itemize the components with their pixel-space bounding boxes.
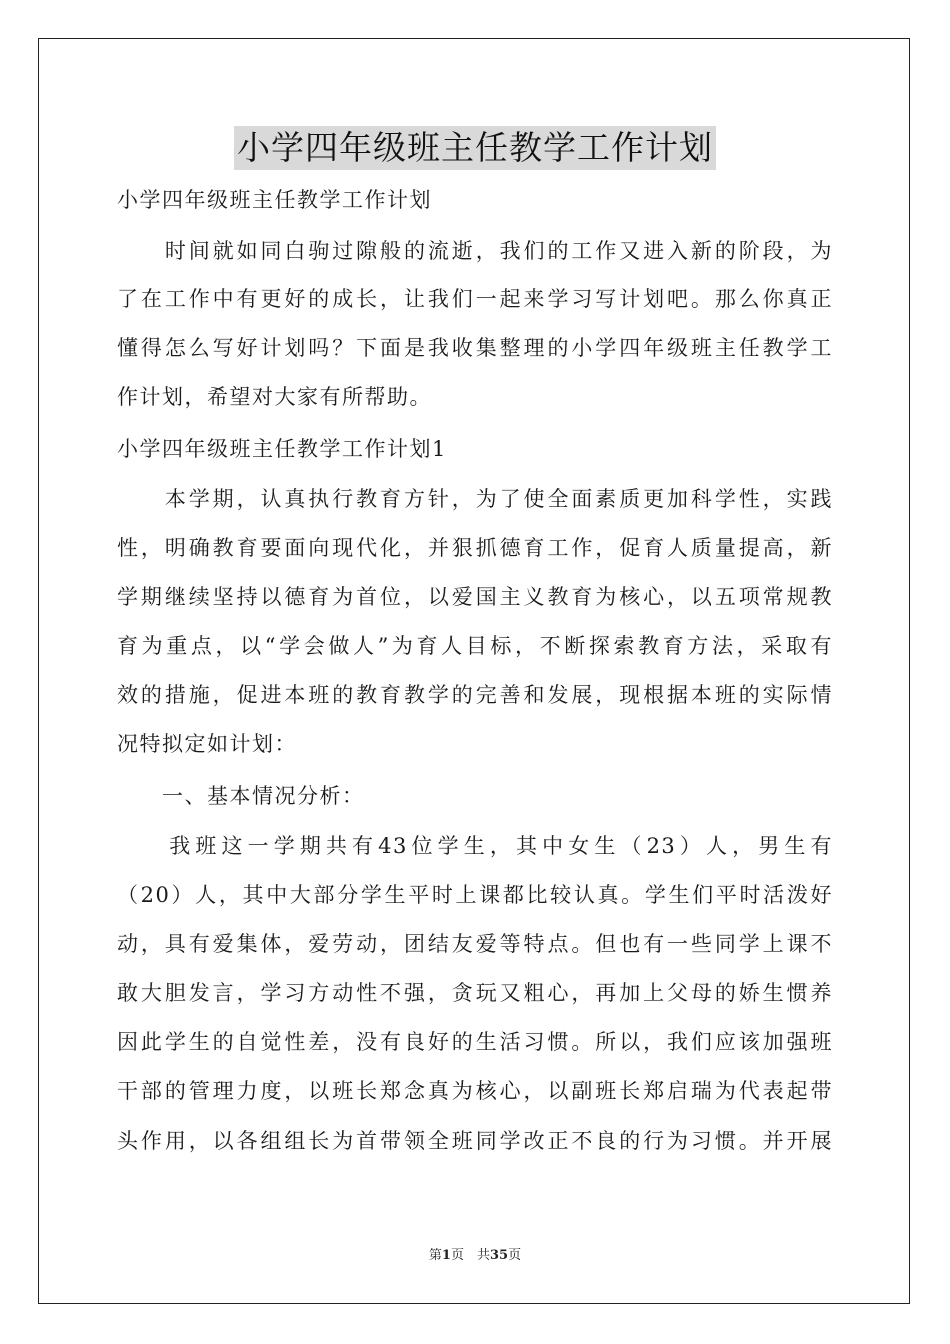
body-line: 动，具有爱集体，爱劳动，团结友爱等特点。但也有一些同学上课不 [117,932,833,956]
page-border [38,38,910,1304]
body-line: 头作用，以各组组长为首带领全班同学改正不良的行为习惯。并开展 [117,1129,833,1153]
body-line: 育为重点，以“学会做人”为育人目标，不断探索教育方法，采取有 [117,634,833,658]
body-line: 我班这一学期共有43位学生，其中女生（23）人，男生有 [117,834,833,858]
body-line: 敢大胆发言，学习方动性不强，贪玩又粗心，再加上父母的娇生惯养 [117,981,833,1005]
subtitle-line: 小学四年级班主任教学工作计划 [117,188,432,212]
body-line: （20）人，其中大部分学生平时上课都比较认真。学生们平时活泼好 [117,883,833,907]
footer-mid: 页 共 [450,1248,490,1263]
page-footer [0,1247,950,1265]
body-line: 懂得怎么写好计划吗？下面是我收集整理的小学四年级班主任教学工 [117,336,833,360]
body-line: 况特拟定如计划： [117,732,297,756]
body-line: 作计划，希望对大家有所帮助。 [117,385,432,409]
footer-page-number: 1 [441,1248,451,1263]
body-line: 因此学生的自觉性差，没有良好的生活习惯。所以，我们应该加强班 [117,1030,833,1054]
section-heading: 小学四年级班主任教学工作计划1 [117,437,447,461]
body-line: 本学期，认真执行教育方针，为了使全面素质更加科学性，实践 [117,487,833,511]
footer-prefix: 第 [428,1248,442,1263]
body-line: 学期继续坚持以德育为首位，以爱国主义教育为核心，以五项常规教 [117,585,833,609]
section-heading: 一、基本情况分析： [117,784,365,808]
document-title: 小学四年级班主任教学工作计划 [234,126,716,170]
body-line: 性，明确教育要面向现代化，并狠抓德育工作，促育人质量提高，新 [117,536,833,560]
body-line: 干部的管理力度，以班长郑念真为核心，以副班长郑启瑞为代表起带 [117,1079,833,1103]
body-line: 时间就如同白驹过隙般的流逝，我们的工作又进入新的阶段，为 [117,239,833,263]
body-line: 了在工作中有更好的成长，让我们一起来学习写计划吧。那么你真正 [117,287,833,311]
body-line: 效的措施，促进本班的教育教学的完善和发展，现根据本班的实际情 [117,683,833,707]
title-container [0,126,950,170]
footer-suffix: 页 [508,1248,522,1263]
footer-page-total: 35 [489,1248,509,1263]
